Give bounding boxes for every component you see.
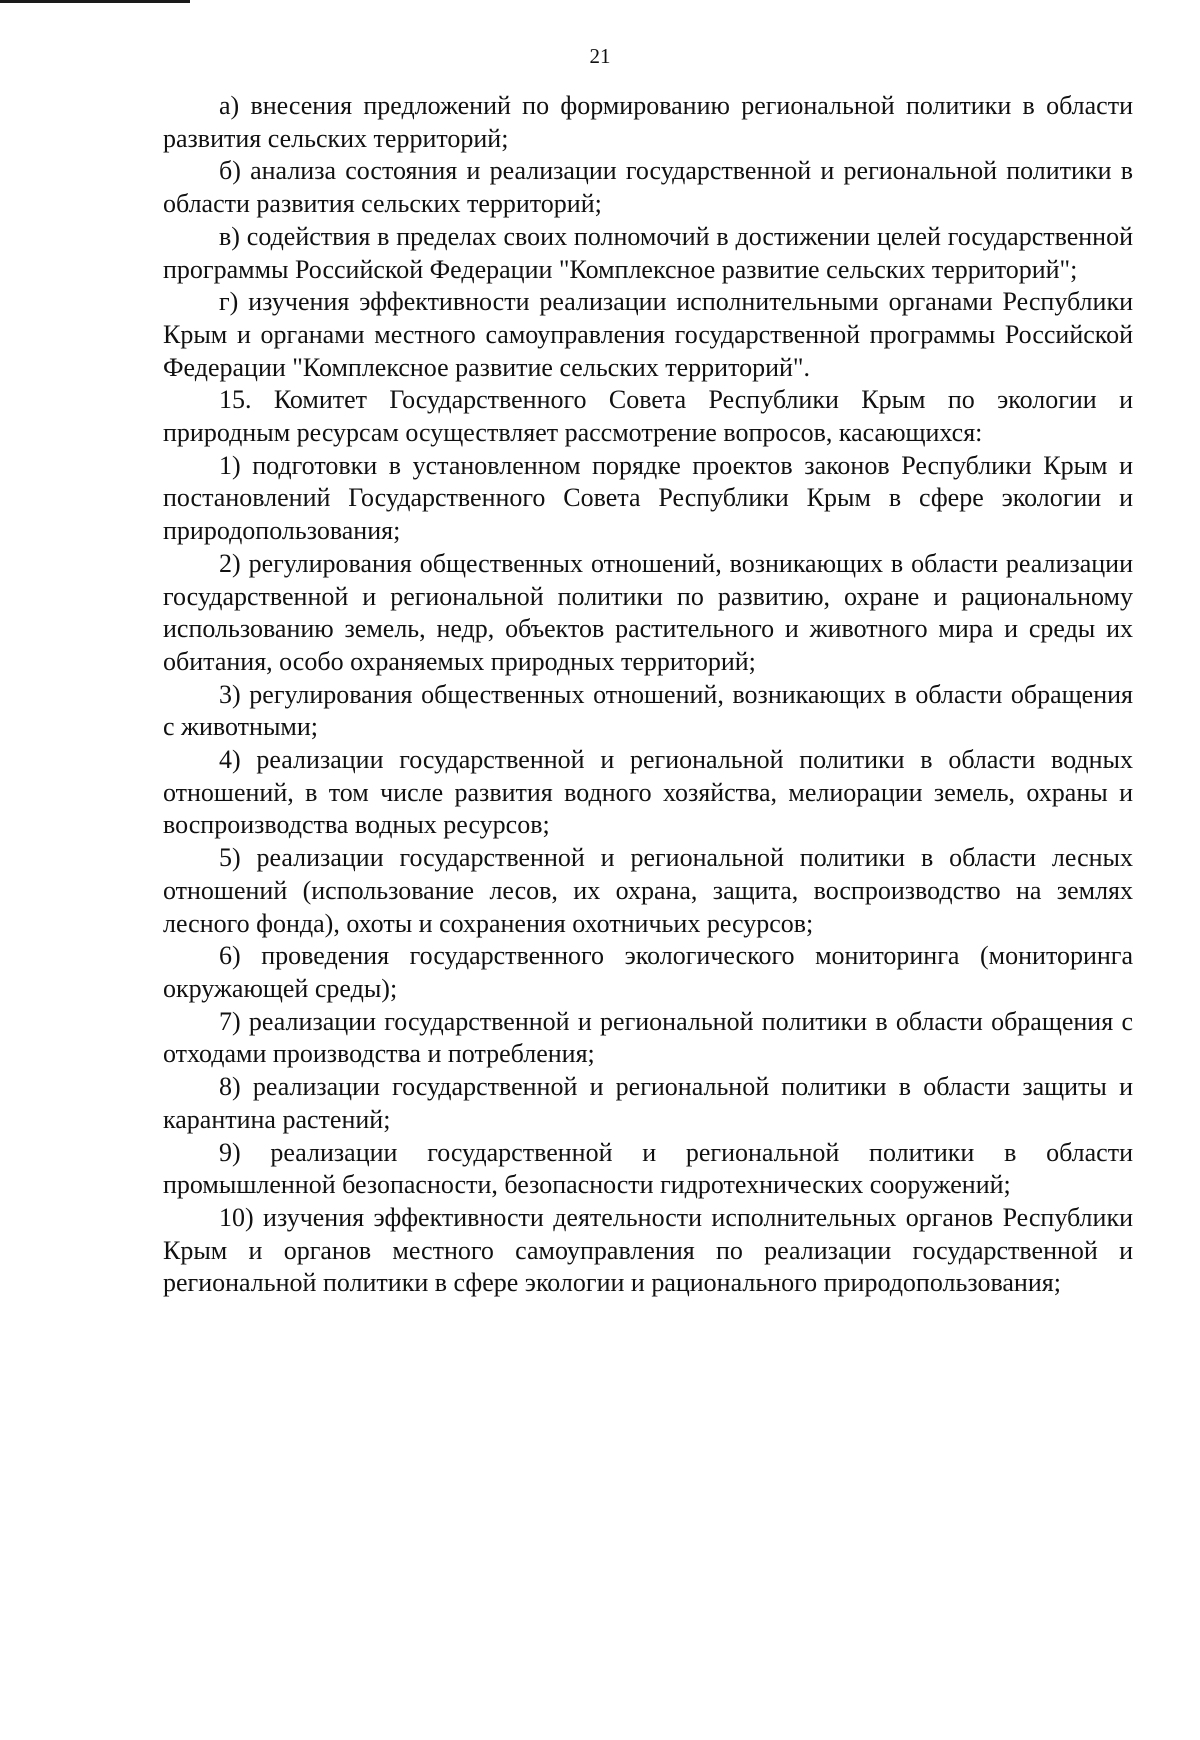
paragraph-item-8: 8) реализации государственной и региональной политики в области защиты и карантина растений; — [163, 1072, 1133, 1134]
paragraph-item-b: б) анализа состояния и реализации государственной и региональной политики в области развития сельских территорий; — [163, 156, 1133, 219]
paragraph-item-9: 9) реализации государственной и региональной политики в области промышленной безопасности, безопасности гидротехнических сооружений; — [163, 1137, 1133, 1200]
paragraph-item-6: 6) проведения государственного экологического мониторинга (мониторинга окружающей среды); — [163, 941, 1133, 1003]
paragraph-item-4: 4) реализации государственной и региональной политики в области водных отношений, в том числе развития водного хозяйства, мелиорации земель, охраны и воспроизводства водных ресурсов; — [163, 745, 1133, 840]
paragraph-item-1: 1) подготовки в установленном порядке проектов законов Республики Крым и постановлений Государственного Совета Республики Крым в сфере экологии и природопользования; — [163, 450, 1133, 546]
paragraph-item-3: 3) регулирования общественных отношений, возникающих в области обращения с животными; — [163, 679, 1133, 742]
page-number: 21 — [589, 44, 611, 68]
paragraph-item-a: а) внесения предложений по формированию региональной политики в области развития сельских территорий; — [163, 91, 1133, 153]
paragraph-item-10: 10) изучения эффективности деятельности исполнительных органов Республики Крым и органов местного самоуправления по реализации государственной и региональной политики в сфере экологии и рационального природопользования; — [163, 1202, 1133, 1298]
document-body — [163, 90, 1133, 1300]
paragraph-item-g: г) изучения эффективности реализации исполнительными органами Республики Крым и органами местного самоуправления государственной программы Российской Федерации "Комплексное развитие сельских территорий". — [163, 287, 1133, 382]
paragraph-item-5: 5) реализации государственной и региональной политики в области лесных отношений (использование лесов, их охрана, защита, воспроизводство на землях лесного фонда), охоты и сохранения охотничьих ресурсов; — [163, 843, 1133, 938]
paragraph-item-7: 7) реализации государственной и региональной политики в области обращения с отходами производства и потребления; — [163, 1006, 1133, 1069]
paragraph-item-2: 2) регулирования общественных отношений, возникающих в области реализации государственной и региональной политики по развитию, охране и рациональному использованию земель, недр, объектов растительного и животного мира и среды их обитания, особо охраняемых природных территорий; — [163, 548, 1133, 676]
paragraph-item-v: в) содействия в пределах своих полномочий в достижении целей государственной программы Российской Федерации "Комплексное развитие сельских территорий"; — [163, 221, 1133, 284]
paragraph-section-15: 15. Комитет Государственного Совета Республики Крым по экологии и природным ресурсам осуществляет рассмотрение вопросов, касающихся: — [163, 385, 1133, 448]
